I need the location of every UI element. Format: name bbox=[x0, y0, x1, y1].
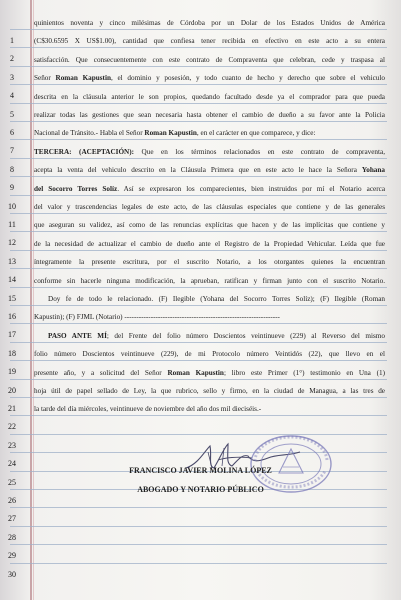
line-number: 11 bbox=[8, 220, 16, 229]
document-line bbox=[48, 293, 385, 306]
document-line bbox=[34, 385, 385, 398]
ruled-line bbox=[10, 544, 387, 545]
line-number: 19 bbox=[8, 367, 16, 376]
margin-rule bbox=[30, 0, 32, 600]
line-number: 7 bbox=[10, 146, 14, 155]
bold-text: Yohana bbox=[361, 166, 385, 174]
signer-name: FRANCISCO JAVIER MOLINA LÓPEZ bbox=[129, 466, 272, 475]
line-number: 26 bbox=[8, 496, 16, 505]
line-number: 28 bbox=[8, 533, 16, 542]
line-number: 14 bbox=[8, 275, 16, 284]
line-number: 21 bbox=[8, 404, 16, 413]
signer-title: ABOGADO Y NOTARIO PÚBLICO bbox=[137, 485, 264, 494]
ruled-line bbox=[10, 526, 387, 527]
text-segment: de la necesidad de actualizar el cambio de dueño ante el Registro de la Propiedad Vehicular. Leída que fue bbox=[34, 240, 385, 248]
text-segment: folio número Doscientos veintinueve (229), de mi Protocolo número Veintidós (22), que llevo en el bbox=[34, 350, 385, 358]
text-segment: hoja útil de papel sellado de Ley, la que rubrico, sello y firmo, en la ciudad de Managua, a las tres de bbox=[34, 387, 385, 395]
text-segment: . Así se expresaron los comparecientes, bien instruidos por mí el Notario acerca bbox=[117, 185, 385, 193]
text-segment: realizar todas las gestiones que sean necesaria hasta obtener el cambio de dueño a su favor ante la Policia bbox=[34, 111, 385, 119]
text-segment: presente año, y a solicitud del Señor bbox=[34, 369, 168, 377]
line-number: 6 bbox=[10, 128, 14, 137]
line-number: 25 bbox=[8, 478, 16, 487]
line-number: 16 bbox=[8, 312, 16, 321]
bold-text: del Socorro Torres Solíz bbox=[34, 185, 118, 193]
line-number: 23 bbox=[8, 441, 16, 450]
text-segment: Señor bbox=[34, 74, 56, 82]
line-number: 27 bbox=[8, 514, 16, 523]
text-segment: satisfacción. Que consecuentemente con este contrato de Compraventa que celebran, cede y traspasa al bbox=[34, 56, 385, 64]
line-number: 4 bbox=[10, 91, 14, 100]
text-segment: quinientos noventa y cinco milésimas de Córdoba por un Dolar de los Estados Unidos de América bbox=[34, 19, 385, 27]
document-line bbox=[34, 256, 385, 269]
document-line bbox=[34, 72, 385, 85]
document-line bbox=[34, 17, 385, 30]
margin-rule-inner bbox=[33, 0, 34, 600]
line-number: 29 bbox=[8, 551, 16, 560]
document-line bbox=[34, 201, 385, 214]
line-number: 3 bbox=[10, 73, 14, 82]
document-line bbox=[34, 367, 385, 380]
text-segment: Kapustin); (F) FJML (Notario) ----------------------------------------------------------------- bbox=[34, 313, 280, 321]
document-line bbox=[34, 91, 385, 104]
document-line bbox=[34, 238, 385, 251]
text-segment: Doy fe de todo le relacionado. (F) Ilegible (Yohana del Socorro Torres Solíz); (F) Ilegible (Roman bbox=[48, 295, 385, 303]
text-segment: , el dominio y posesión, y todo cuanto de hecho y derecho que sobre el vehiculo bbox=[110, 74, 385, 82]
text-segment: , en el carácter en que comparece, y dice: bbox=[196, 129, 316, 137]
document-line bbox=[34, 183, 385, 196]
document-line bbox=[34, 348, 385, 361]
line-number: 8 bbox=[10, 165, 14, 174]
document-line bbox=[34, 311, 385, 324]
text-segment: Nacional de Tránsito.- Habla el Señor bbox=[34, 129, 145, 137]
document-line bbox=[34, 109, 385, 122]
bold-text: TERCERA: (ACEPTACIÓN): bbox=[34, 148, 135, 156]
document-line bbox=[48, 330, 385, 343]
text-segment: ; del Frente del folio número Doscientos veintinueve (229) al Reverso del mismo bbox=[106, 332, 385, 340]
line-number: 15 bbox=[8, 294, 16, 303]
document-line bbox=[34, 219, 385, 232]
line-number: 12 bbox=[8, 238, 16, 247]
bold-text: Roman Kapustin bbox=[55, 74, 111, 82]
line-number: 30 bbox=[8, 570, 16, 579]
document-line bbox=[34, 275, 385, 288]
line-number: 13 bbox=[8, 257, 16, 266]
bold-text: Roman Kapustin bbox=[144, 129, 197, 137]
text-segment: acepta la venta del vehiculo descrito en la Cláusula Primera que en este acto le hace la Señora bbox=[34, 166, 362, 174]
text-segment: que aseguran su validez, así como de las renuncias explícitas que hacen y de las implícitas que contiene y bbox=[34, 221, 385, 229]
text-segment: del valor y trascendencias legales de este acto, de las cláusulas especiales que contiene y de las generales bbox=[34, 203, 385, 211]
document-line bbox=[34, 127, 385, 140]
document-line bbox=[34, 146, 385, 159]
line-number: 2 bbox=[10, 54, 14, 63]
document-line bbox=[34, 164, 385, 177]
line-number: 18 bbox=[8, 349, 16, 358]
line-number: 20 bbox=[8, 386, 16, 395]
text-segment: descrita en la cláusula anterior le son propios, quedando facultado desde ya el comprador para que pueda bbox=[34, 93, 385, 101]
text-segment: (C$30.6595 X US$1.00), cantidad que confiesa tener recibida en efectivo en este acto a su entera bbox=[34, 37, 385, 45]
bold-text: PASO ANTE MÍ bbox=[48, 332, 107, 340]
bold-text: Roman Kapustin bbox=[167, 369, 224, 377]
text-segment: la tarde del día miércoles, veintinueve de noviembre del año dos mil dieciséis.- bbox=[34, 405, 262, 413]
line-number: 22 bbox=[8, 422, 16, 431]
line-number: 5 bbox=[10, 110, 14, 119]
text-segment: Que en los términos relacionados en este contrato de compraventa, bbox=[134, 148, 385, 156]
ruled-line bbox=[10, 563, 387, 564]
line-number: 9 bbox=[10, 183, 14, 192]
line-number: 24 bbox=[8, 459, 16, 468]
text-segment: ; libro este Primer (1°) testimonio en Una (1) bbox=[223, 369, 385, 377]
text-segment: íntegramente la presente escritura, por el suscrito Notario, a los otorgantes quienes la encuentran bbox=[34, 258, 385, 266]
document-line bbox=[34, 35, 385, 48]
line-number: 1 bbox=[10, 36, 14, 45]
ruled-line bbox=[10, 507, 387, 508]
text-segment: conforme sin hacerle ninguna modificación, la aprueban, ratifican y firman junto con el suscrito Notario. bbox=[34, 277, 385, 285]
document-line bbox=[34, 403, 385, 416]
document-line bbox=[34, 54, 385, 67]
line-number: 10 bbox=[8, 202, 16, 211]
line-number: 17 bbox=[8, 330, 16, 339]
